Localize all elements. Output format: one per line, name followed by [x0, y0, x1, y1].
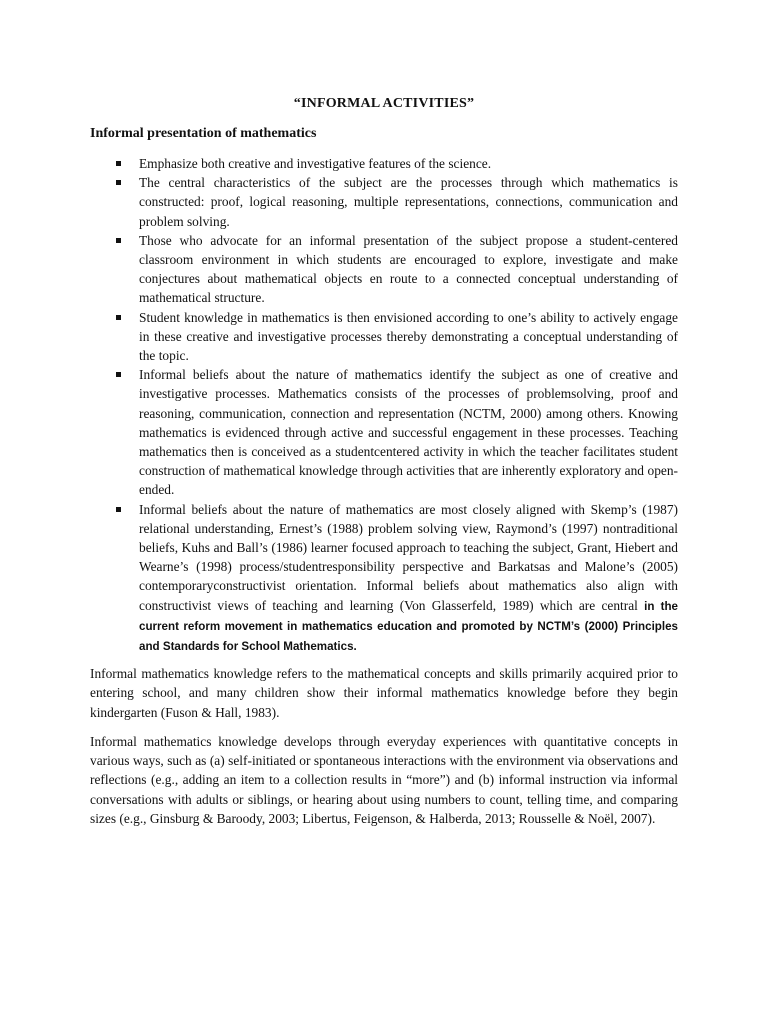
list-item: [90, 231, 678, 308]
list-item-text: Those who advocate for an informal presentation of the subject propose a student-centered classroom environment in which students are encouraged to explore, investigate and make conjectures about mathematical objects en route to a connected conceptual understanding of mathematical structure.: [139, 232, 678, 306]
square-bullet-icon: [116, 161, 121, 166]
square-bullet-icon: [116, 507, 121, 512]
list-item: [90, 365, 678, 499]
list-item: [90, 173, 678, 231]
square-bullet-icon: [116, 180, 121, 185]
list-item-text: Informal beliefs about the nature of mathematics identify the subject as one of creative and investigative processes. Mathematics consists of the processes of problemsolving, proof and reasoning, communication, connection and representation (NCTM, 2000) among others. Knowing mathematics is evidenced through active and successful engagement in these processes. Teaching mathematics then is conceived as a studentcentered activity in which the teacher facilitates student construction of mathematical knowledge through activities that are inherently exploratory and open-ended.: [139, 367, 678, 498]
list-item: [90, 308, 678, 366]
document-page: [90, 95, 678, 838]
list-item-bold-text: in the current reform movement in mathematics education and promoted by NCTM’s (2000) Principles and Standards for School Mathematics.: [139, 599, 678, 654]
list-item-text: Student knowledge in mathematics is then envisioned according to one’s ability to actively engage in these creative and investigative processes thereby demonstrating a conceptual understanding of the topic.: [139, 309, 678, 364]
bullet-list: [90, 154, 678, 656]
paragraph: Informal mathematics knowledge refers to the mathematical concepts and skills primarily acquired prior to entering school, and many children show their informal mathematics knowledge before they begin kindergarten (Fuson & Hall, 1983).: [90, 666, 678, 720]
list-item: [90, 154, 678, 173]
paragraph: Informal mathematics knowledge develops through everyday experiences with quantitative concepts in various ways, such as (a) self-initiated or spontaneous interactions with the environment via observations and reflections (e.g., adding an item to a collection results in “more”) and (b) informal instruction via informal conversations with adults or siblings, or hearing about using numbers to count, telling time, and comparing sizes (e.g., Ginsburg & Baroody, 2003; Libertus, Feigenson, & Halberda, 2013; Rousselle & Noël, 2007).: [90, 733, 678, 826]
square-bullet-icon: [116, 315, 121, 320]
list-item: [90, 500, 678, 657]
document-title: “INFORMAL ACTIVITIES”: [293, 96, 475, 111]
square-bullet-icon: [116, 372, 121, 377]
list-item-text: The central characteristics of the subject are the processes through which mathematics is constructed: proof, logical reasoning, multiple representations, connections, communication and problem solving.: [139, 175, 678, 229]
list-item-text: Informal beliefs about the nature of mathematics are most closely aligned with Skemp’s (1987) relational understanding, Ernest’s (1988) problem solving view, Raymond’s (1997) nontraditional beliefs, Kuhs and Ball’s (1986) learner focused approach to teaching the subject, Grant, Hiebert and Wearne’s (1998) process/studentresponsibility perspective and Barkatsas and Malone’s (2005) contemporaryconstructivist orientation. Informal beliefs about mathematics also align with constructivist views of teaching and learning (Von Glasserfeld, 1989) which are central: [139, 501, 678, 613]
square-bullet-icon: [116, 238, 121, 243]
list-item-text: Emphasize both creative and investigative features of the science.: [139, 156, 492, 171]
section-heading: Informal presentation of mathematics: [90, 126, 317, 141]
